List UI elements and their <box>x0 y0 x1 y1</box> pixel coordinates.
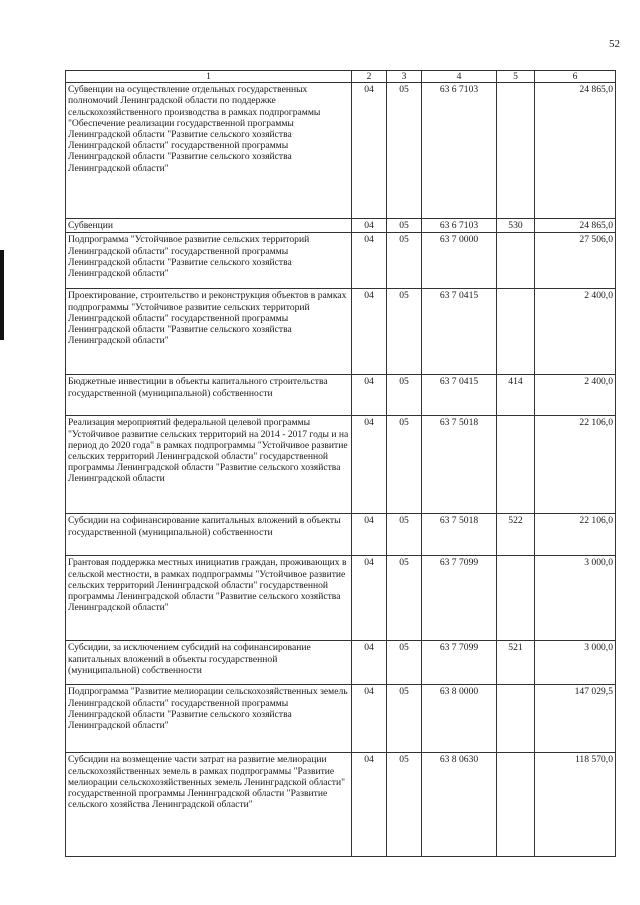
row-target-code: 63 6 7103 <box>422 83 497 219</box>
row-subsection: 05 <box>387 375 422 416</box>
row-subsection: 05 <box>387 416 422 514</box>
row-target-code: 63 7 7099 <box>422 641 497 685</box>
table-body <box>66 83 616 857</box>
row-name: Проектирование, строительство и реконструкция объектов в рамках подпрограммы "Устойчивое развитие сельских территорий Ленинградской области" государственной программы Ленинградской области "Развитие сельского хозяйства Ленинградской области" <box>66 289 352 375</box>
row-amount: 3 000,0 <box>535 556 616 641</box>
row-subsection: 05 <box>387 219 422 233</box>
row-section: 04 <box>352 556 387 641</box>
row-expense-type <box>497 83 535 219</box>
row-section: 04 <box>352 753 387 857</box>
row-name: Субсидии, за исключением субсидий на софинансирование капитальных вложений в объекты государственной (муниципальной) собственности <box>66 641 352 685</box>
table-row <box>66 83 616 219</box>
table-header <box>66 71 616 83</box>
row-section: 04 <box>352 233 387 289</box>
row-name: Реализация мероприятий федеральной целевой программы "Устойчивое развитие сельских территорий на 2014 - 2017 годы и на период до 2020 года" в рамках подпрограммы "Устойчивое развитие сельских территорий Ленинградской области" государственной программы Ленинградской области "Развитие сельского хозяйства Ленинградской области <box>66 416 352 514</box>
row-subsection: 05 <box>387 556 422 641</box>
row-expense-type <box>497 233 535 289</box>
row-amount: 118 570,0 <box>535 753 616 857</box>
scan-edge-mark <box>0 250 4 340</box>
row-amount: 24 865,0 <box>535 219 616 233</box>
header-col-3: 3 <box>387 71 422 83</box>
row-subsection: 05 <box>387 83 422 219</box>
row-name: Подпрограмма "Развитие мелиорации сельскохозяйственных земель Ленинградской области" государственной программы Ленинградской области "Развитие сельского хозяйства Ленинградской области" <box>66 685 352 753</box>
header-col-1: 1 <box>66 71 352 83</box>
budget-table <box>65 70 616 857</box>
row-target-code: 63 7 5018 <box>422 514 497 556</box>
table-row <box>66 556 616 641</box>
row-expense-type: 521 <box>497 641 535 685</box>
row-amount: 24 865,0 <box>535 83 616 219</box>
row-target-code: 63 7 0415 <box>422 375 497 416</box>
row-amount: 2 400,0 <box>535 289 616 375</box>
header-col-5: 5 <box>497 71 535 83</box>
row-name: Субвенции на осуществление отдельных государственных полномочий Ленинградской области по поддержке сельскохозяйственного производства в рамках подпрограммы "Обеспечение реализации государственной программы Ленинградской области "Развитие сельского хозяйства Ленинградской области" государственной программы Ленинградской области "Развитие сельского хозяйства Ленинградской области" <box>66 83 352 219</box>
row-expense-type <box>497 556 535 641</box>
row-amount: 147 029,5 <box>535 685 616 753</box>
row-amount: 2 400,0 <box>535 375 616 416</box>
row-target-code: 63 7 0000 <box>422 233 497 289</box>
table-row <box>66 289 616 375</box>
row-name: Грантовая поддержка местных инициатив граждан, проживающих в сельской местности, в рамках подпрограммы "Устойчивое развитие сельских территорий Ленинградской области" государственной программы Ленинградской области "Развитие сельского хозяйства Ленинградской области" <box>66 556 352 641</box>
row-target-code: 63 8 0000 <box>422 685 497 753</box>
table-row <box>66 514 616 556</box>
header-col-2: 2 <box>352 71 387 83</box>
header-col-6: 6 <box>535 71 616 83</box>
row-amount: 3 000,0 <box>535 641 616 685</box>
row-target-code: 63 8 0630 <box>422 753 497 857</box>
row-expense-type: 522 <box>497 514 535 556</box>
row-name: Субвенции <box>66 219 352 233</box>
row-expense-type <box>497 753 535 857</box>
row-amount: 27 506,0 <box>535 233 616 289</box>
table-row <box>66 416 616 514</box>
row-expense-type: 414 <box>497 375 535 416</box>
row-subsection: 05 <box>387 233 422 289</box>
table-row <box>66 685 616 753</box>
row-target-code: 63 7 7099 <box>422 556 497 641</box>
row-expense-type <box>497 416 535 514</box>
header-row <box>66 71 616 83</box>
row-target-code: 63 7 5018 <box>422 416 497 514</box>
row-section: 04 <box>352 641 387 685</box>
row-target-code: 63 7 0415 <box>422 289 497 375</box>
row-subsection: 05 <box>387 289 422 375</box>
table-row <box>66 641 616 685</box>
row-amount: 22 106,0 <box>535 514 616 556</box>
row-section: 04 <box>352 289 387 375</box>
row-expense-type <box>497 685 535 753</box>
row-subsection: 05 <box>387 753 422 857</box>
row-subsection: 05 <box>387 514 422 556</box>
row-amount: 22 106,0 <box>535 416 616 514</box>
row-expense-type <box>497 289 535 375</box>
row-section: 04 <box>352 685 387 753</box>
row-name: Подпрограмма "Устойчивое развитие сельских территорий Ленинградской области" государственной программы Ленинградской области "Развитие сельского хозяйства Ленинградской области" <box>66 233 352 289</box>
table-row <box>66 375 616 416</box>
table-row <box>66 219 616 233</box>
row-section: 04 <box>352 375 387 416</box>
row-section: 04 <box>352 416 387 514</box>
row-section: 04 <box>352 219 387 233</box>
row-subsection: 05 <box>387 685 422 753</box>
row-section: 04 <box>352 514 387 556</box>
row-name: Субсидии на софинансирование капитальных вложений в объекты государственной (муниципальной) собственности <box>66 514 352 556</box>
table-row <box>66 233 616 289</box>
row-section: 04 <box>352 83 387 219</box>
row-name: Субсидии на возмещение части затрат на развитие мелиорации сельскохозяйственных земель в рамках подпрограммы "Развитие мелиорации сельскохозяйственных земель Ленинградской области" государственной программы Ленинградской области "Развитие сельского хозяйства Ленинградской области" <box>66 753 352 857</box>
row-expense-type: 530 <box>497 219 535 233</box>
header-col-4: 4 <box>422 71 497 83</box>
page-number: 52 <box>609 38 620 50</box>
table-row <box>66 753 616 857</box>
row-target-code: 63 6 7103 <box>422 219 497 233</box>
row-name: Бюджетные инвестиции в объекты капитального строительства государственной (муниципальной) собственности <box>66 375 352 416</box>
row-subsection: 05 <box>387 641 422 685</box>
